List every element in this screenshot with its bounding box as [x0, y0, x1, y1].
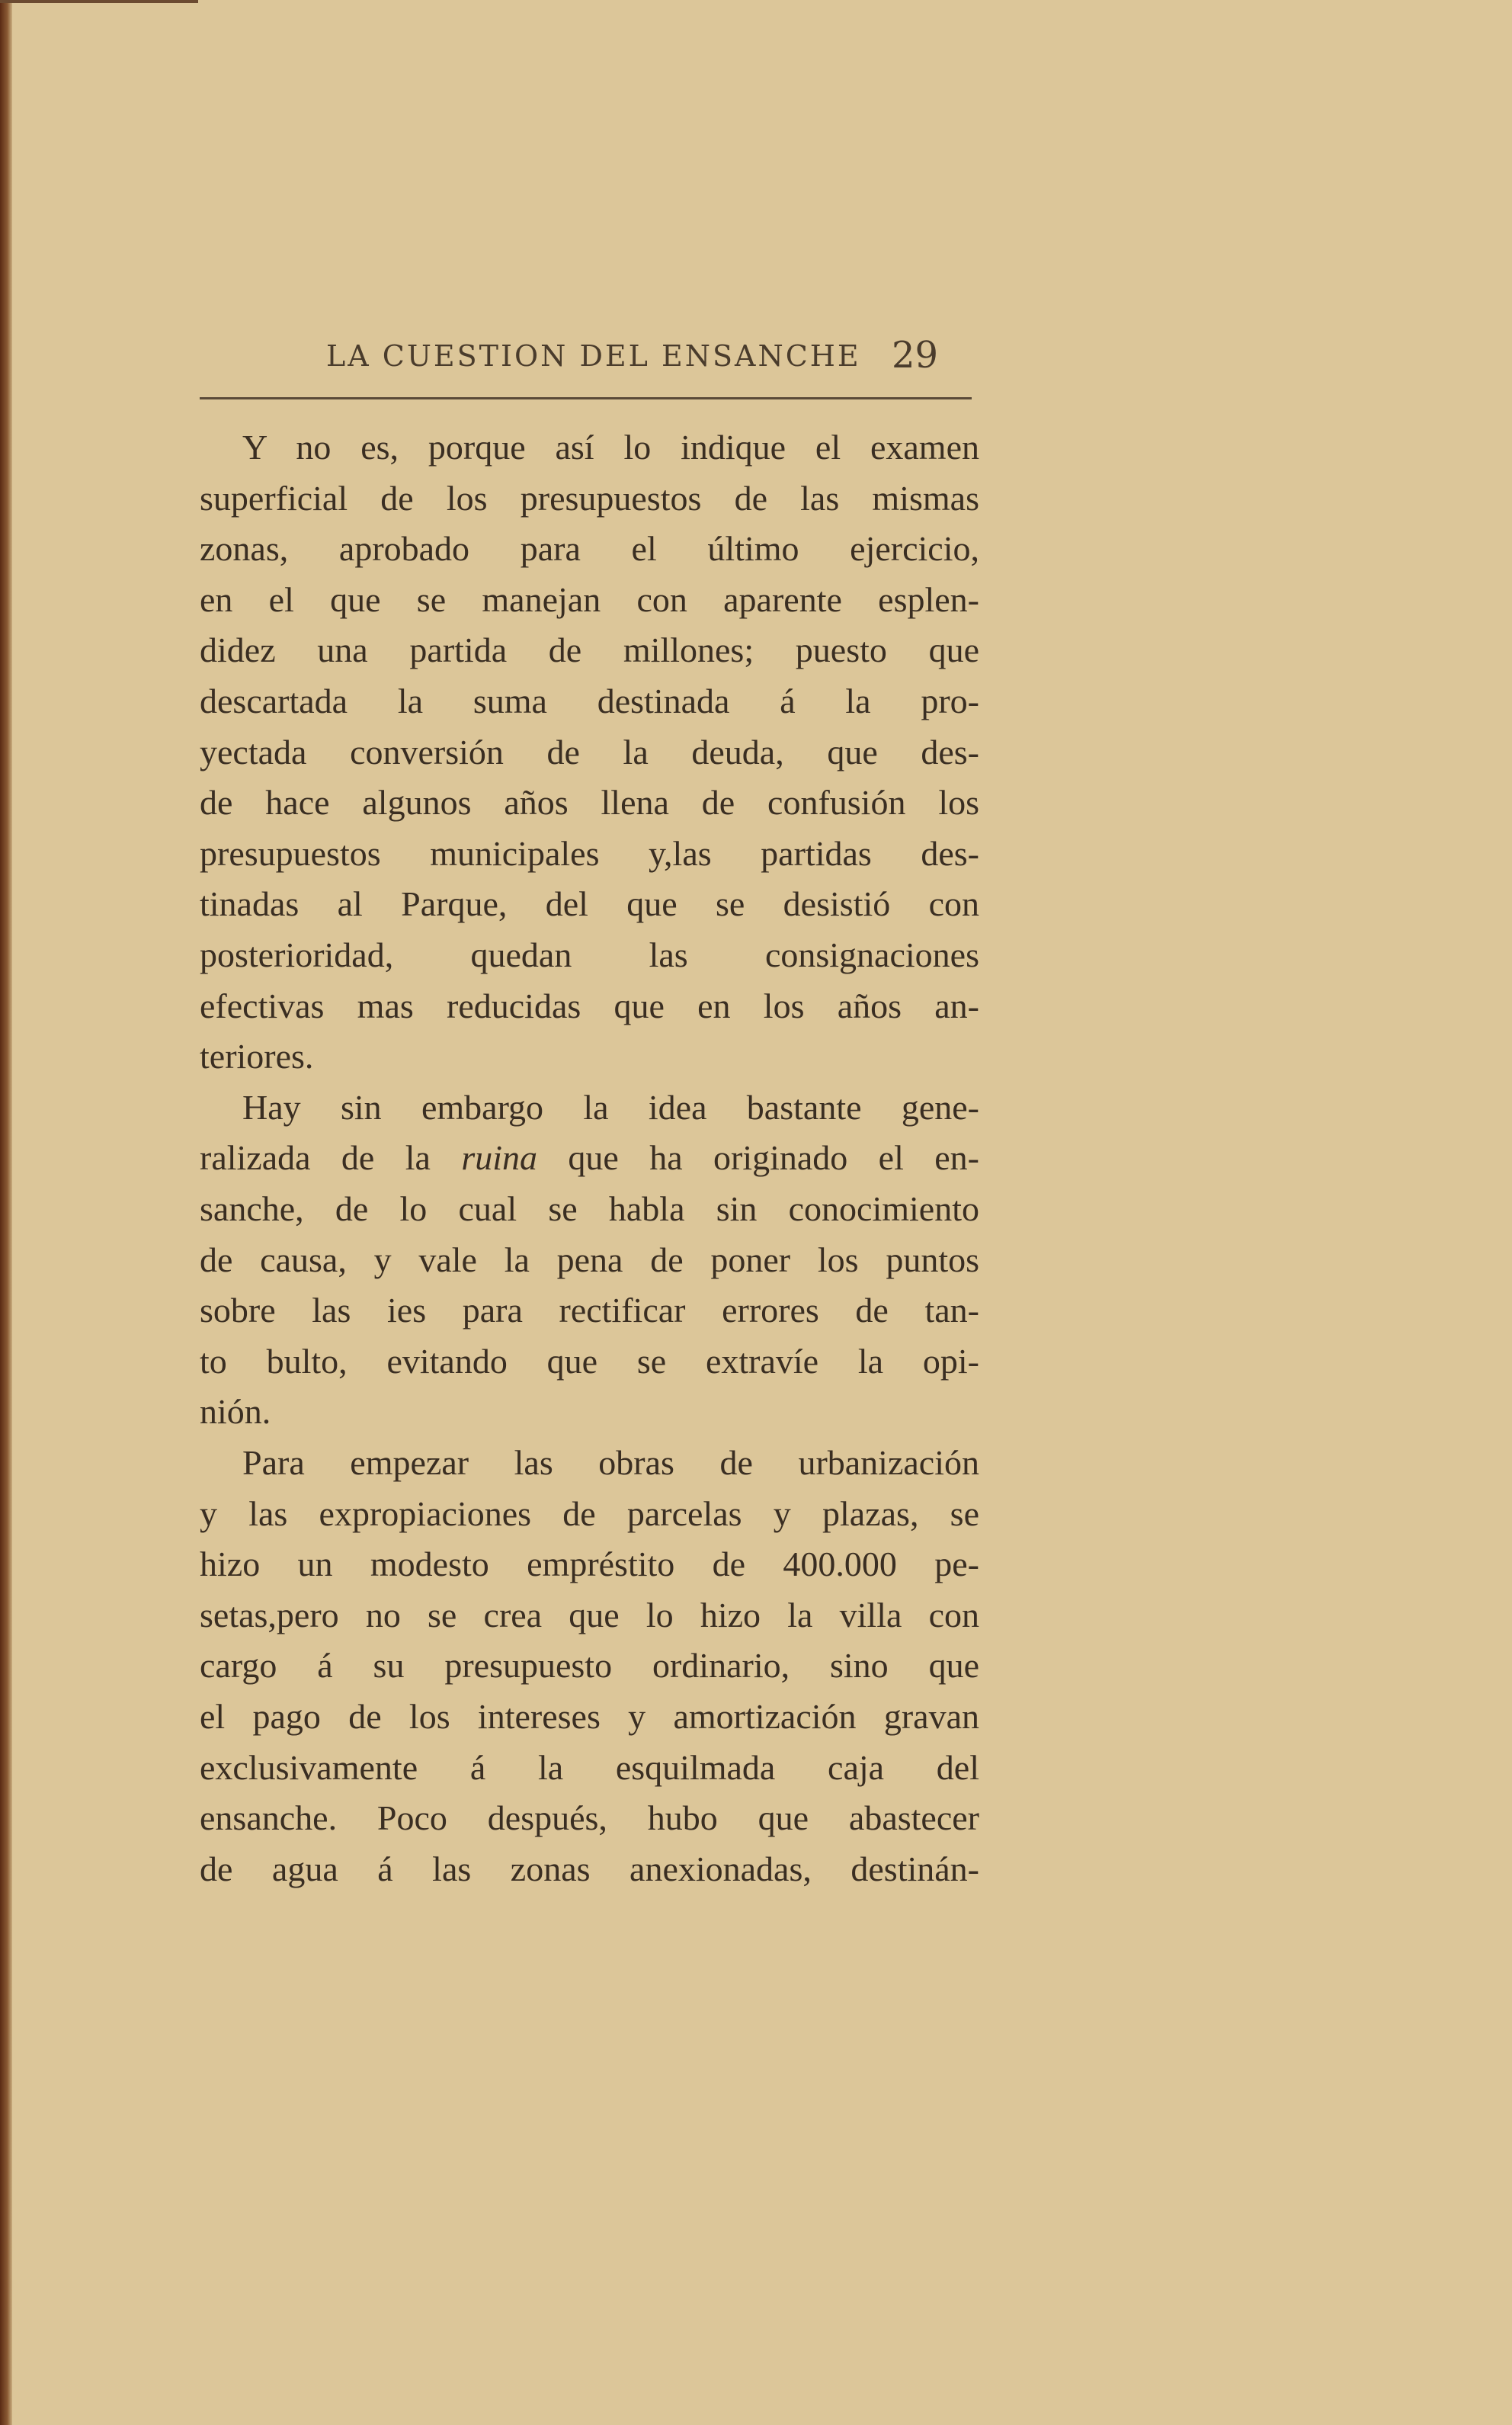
text-line: posterioridad, quedan las consignaciones	[200, 935, 979, 974]
text-line: de causa, y vale la pena de poner los puntos	[200, 1240, 979, 1279]
text-line: hizo un modesto empréstito de 400.000 pe-	[200, 1544, 979, 1584]
text-line: Y no es, porque así lo indique el examen	[242, 428, 979, 467]
text-line: ensanche. Poco después, hubo que abastecer	[200, 1798, 979, 1838]
text-line: setas,pero no se crea que lo hizo la villa con	[200, 1595, 979, 1634]
text-line: yectada conversión de la deuda, que des-	[200, 732, 979, 771]
text-line: y las expropiaciones de parcelas y plazas, se	[200, 1493, 979, 1533]
page-top-edge	[0, 0, 198, 3]
text-line: teriores.	[200, 1037, 314, 1076]
text-segment: ralizada de la	[200, 1138, 462, 1178]
text-line: exclusivamente á la esquilmada caja del	[200, 1747, 979, 1787]
text-line: sobre las ies para rectificar errores de tan-	[200, 1291, 979, 1330]
text-line: sanche, de lo cual se habla sin conocimiento	[200, 1189, 979, 1228]
text-line: efectivas mas reducidas que en los años an-	[200, 986, 979, 1025]
text-segment: que ha originado el en-	[537, 1138, 980, 1178]
text-line: Hay sin embargo la idea bastante gene-	[242, 1087, 979, 1127]
text-line: de agua á las zonas anexionadas, destinán-	[200, 1849, 979, 1888]
text-line: el pago de los intereses y amortización gravan	[200, 1697, 979, 1736]
book-spine-edge	[0, 0, 12, 2425]
running-title: LA CUESTION DEL ENSANCHE	[326, 339, 861, 373]
text-line: nión.	[200, 1392, 271, 1432]
text-line	[200, 1139, 979, 1177]
text-line: tinadas al Parque, del que se desistió con	[200, 884, 979, 924]
text-line: presupuestos municipales y,las partidas des-	[200, 833, 979, 873]
text-line: to bulto, evitando que se extravíe la opi-	[200, 1341, 979, 1381]
text-line: en el que se manejan con aparente esplen-	[200, 579, 979, 619]
page-number: 29	[892, 334, 939, 377]
text-line: descartada la suma destinada á la pro-	[200, 682, 979, 720]
text-line: zonas, aprobado para el último ejercicio,	[200, 529, 979, 569]
text-line: de hace algunos años llena de confusión los	[200, 783, 979, 823]
text-line: didez una partida de millones; puesto que	[200, 630, 979, 670]
header-rule	[200, 397, 972, 399]
text-line: superficial de los presupuestos de las mismas	[200, 478, 979, 518]
italic-word: ruina	[461, 1138, 538, 1178]
text-line: Para empezar las obras de urbanización	[242, 1443, 979, 1482]
text-line: cargo á su presupuesto ordinario, sino que	[200, 1646, 979, 1686]
